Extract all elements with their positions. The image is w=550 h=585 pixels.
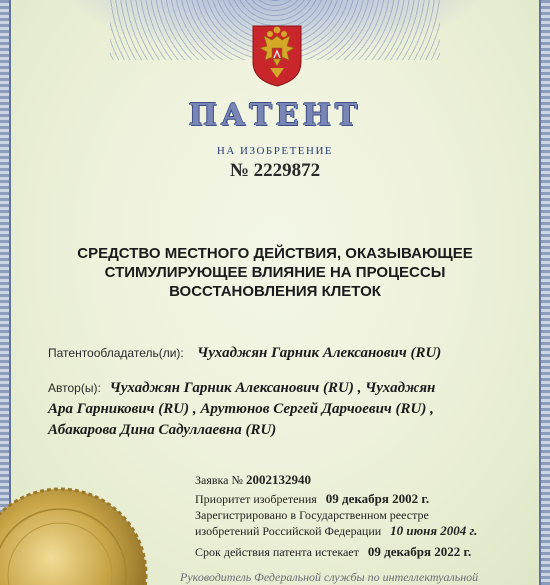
patent-holder bbox=[48, 344, 520, 362]
patent-title: ПАТЕНТ bbox=[188, 98, 362, 133]
invention-title bbox=[40, 244, 510, 301]
priority-date: 09 декабря 2002 г. bbox=[325, 491, 430, 506]
patent-number: № 2229872 bbox=[229, 160, 321, 181]
application-label: Заявка № bbox=[195, 473, 243, 487]
priority-label: Приоритет изобретения bbox=[195, 492, 317, 506]
application-number: 2002132940 bbox=[245, 472, 311, 487]
authors-line: Абакарова Дина Садуллаевна (RU) bbox=[48, 422, 277, 438]
holder-name: Чухаджян Гарник Алексанович (RU) bbox=[197, 345, 442, 361]
patent-subtitle: НА ИЗОБРЕТЕНИЕ bbox=[216, 145, 334, 157]
gold-seal-icon bbox=[0, 485, 150, 585]
registration-date: 10 июня 2004 г. bbox=[390, 523, 478, 538]
right-ornamental-border bbox=[539, 0, 550, 585]
authors-line: Ара Гарникович (RU) , Арутюнов Сергей Дарчоевич (RU) , bbox=[48, 401, 434, 417]
expiry-label: Срок действия патента истекает bbox=[195, 545, 359, 559]
coat-of-arms-emblem-icon bbox=[250, 22, 304, 88]
expiry-date: 09 декабря 2022 г. bbox=[367, 544, 472, 559]
invention-title-line: ВОССТАНОВЛЕНИЯ КЛЕТОК bbox=[169, 283, 381, 300]
invention-title-line: СТИМУЛИРУЮЩЕЕ ВЛИЯНИЕ НА ПРОЦЕССЫ bbox=[104, 264, 446, 281]
registration-row bbox=[195, 508, 530, 539]
expiry-row bbox=[195, 544, 530, 560]
authors-label: Автор(ы): bbox=[48, 381, 101, 395]
authors-line: Чухаджян Гарник Алексанович (RU) , Чухаджян bbox=[109, 380, 436, 396]
patent-authors bbox=[48, 377, 520, 441]
registration-label-line: изобретений Российской Федерации bbox=[195, 524, 382, 538]
application-row bbox=[195, 472, 530, 488]
priority-row bbox=[195, 491, 530, 507]
signature-line: Руководитель Федеральной службы по интеллектуальной bbox=[180, 570, 479, 584]
registration-label-line: Зарегистрировано в Государственном реестре bbox=[195, 508, 429, 522]
holder-label: Патентообладатель(ли): bbox=[48, 346, 184, 360]
invention-title-line: СРЕДСТВО МЕСТНОГО ДЕЙСТВИЯ, ОКАЗЫВАЮЩЕЕ bbox=[77, 245, 473, 262]
